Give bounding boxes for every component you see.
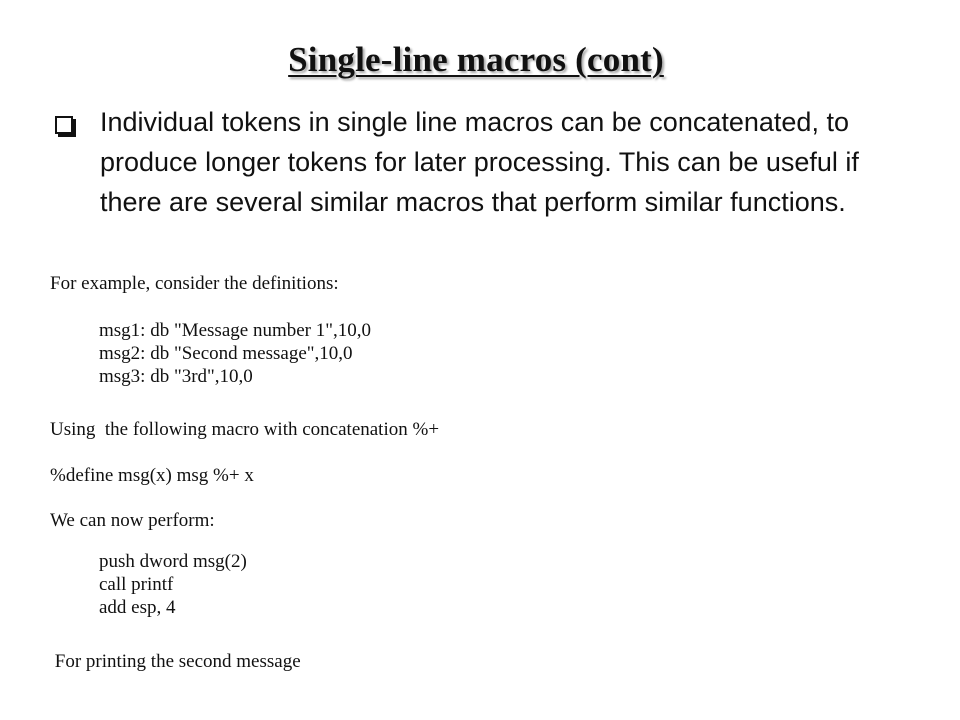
definition-line: msg1: db "Message number 1",10,0: [99, 320, 371, 341]
concat-text: Using the following macro with concatenation %+: [50, 419, 440, 440]
perform-text: We can now perform:: [50, 510, 215, 531]
code-line: call printf: [99, 574, 174, 595]
closing-text: For printing the second message: [50, 651, 301, 672]
slide-title: Single-line macros (cont): [288, 40, 664, 79]
code-line: push dword msg(2): [99, 551, 247, 572]
code-block: [99, 550, 247, 619]
definition-line: msg2: db "Second message",10,0: [99, 343, 353, 364]
checkbox-bullet-icon: [55, 116, 73, 134]
define-text: %define msg(x) msg %+ x: [50, 465, 254, 486]
definition-line: msg3: db "3rd",10,0: [99, 366, 253, 387]
bullet-text: Individual tokens in single line macros can be concatenated, to produce longer tokens for later processing. This can be useful if there are several similar macros that perform similar functions.: [100, 107, 859, 217]
code-line: add esp, 4: [99, 597, 176, 618]
intro-text: For example, consider the definitions:: [50, 273, 339, 294]
definitions-block: [99, 319, 371, 388]
